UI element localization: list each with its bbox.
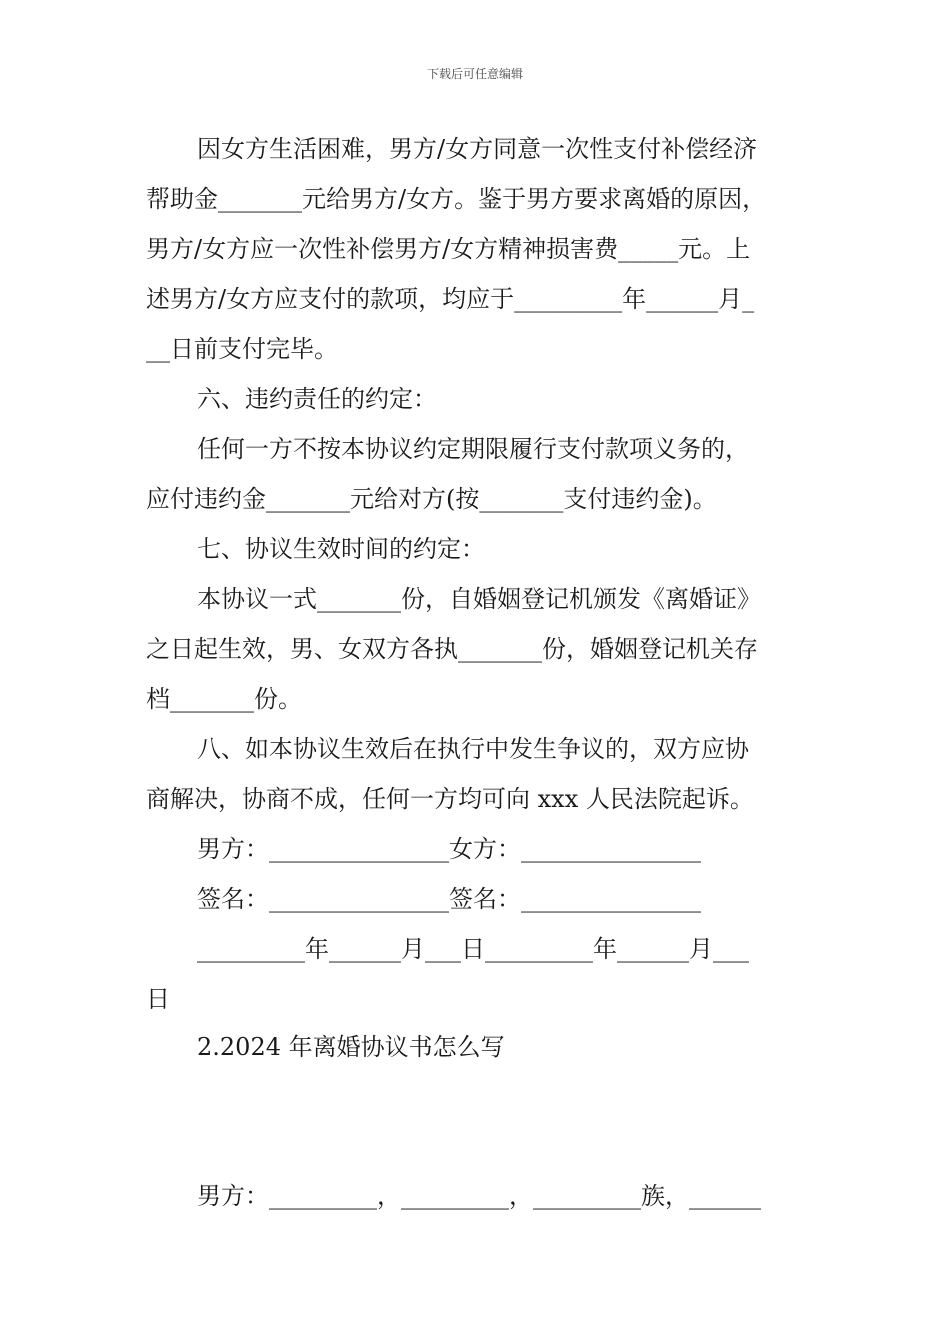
page-header: 下载后可任意编辑 (426, 67, 523, 81)
paragraph-line: 商解决，协商不成，任何一方均可向 xxx 人民法院起诉。 (146, 785, 754, 813)
paragraph-line: 本协议一式_______份，自婚姻登记机颁发《离婚证》 (197, 585, 761, 613)
paragraph-line: 因女方生活困难，男方/女方同意一次性支付补偿经济 (197, 135, 758, 163)
paragraph-line: 任何一方不按本协议约定期限履行支付款项义务的， (197, 435, 749, 463)
section-heading: 七、协议生效时间的约定： (197, 535, 485, 563)
paragraph-line: 帮助金_______元给男方/女方。鉴于男方要求离婚的原因， (146, 185, 767, 213)
paragraph-line: 男方：_________，_________，_________族，______ (197, 1182, 761, 1210)
paragraph-line: 应付违约金_______元给对方(按_______支付违约金)。 (146, 485, 717, 513)
paragraph-line: 之日起生效，男、女双方各执_______份，婚姻登记机关存 (146, 635, 758, 663)
section-heading: 六、违约责任的约定： (197, 385, 437, 413)
signature-name-line: 签名：_______________签名：_______________ (197, 885, 701, 913)
signature-date-line: 日 (146, 985, 170, 1013)
paragraph-line: 八、如本协议生效后在执行中发生争议的，双方应协 (197, 735, 749, 763)
paragraph-line: 男方/女方应一次性补偿男方/女方精神损害费_____元。上 (146, 235, 751, 263)
paragraph-line: __日前支付完毕。 (146, 335, 338, 363)
paragraph-line: 述男方/女方应支付的款项，均应于_________年______月_ (146, 285, 755, 313)
signature-party-line: 男方：_______________女方：_______________ (197, 835, 701, 863)
section-title: 2.2024 年离婚协议书怎么写 (197, 1033, 505, 1061)
signature-date-line: _________年______月___日_________年______月___ (197, 935, 749, 963)
paragraph-line: 档_______份。 (146, 685, 302, 713)
